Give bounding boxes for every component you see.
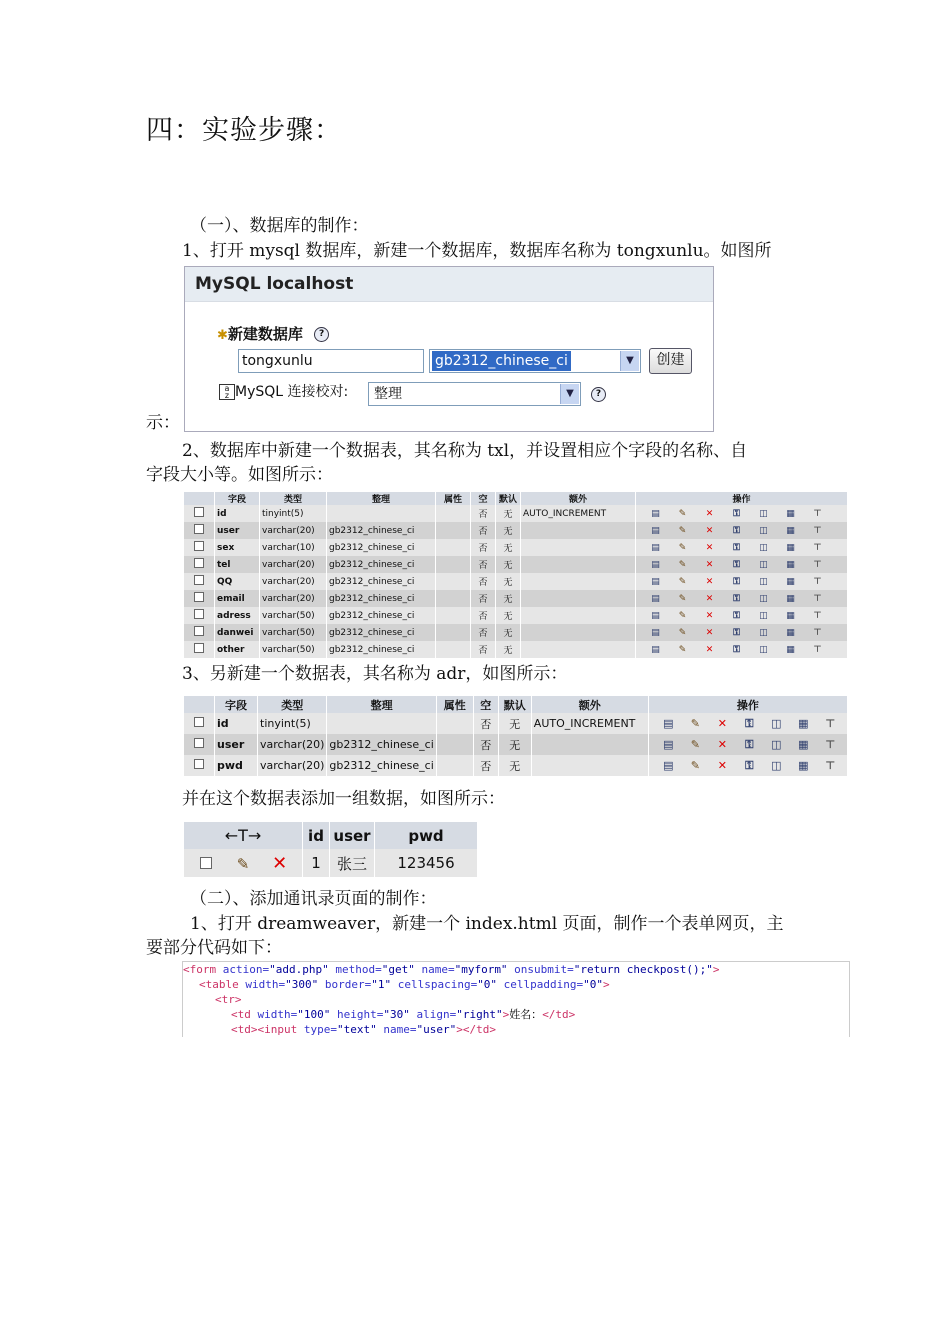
unique-index-icon[interactable]: ◫ — [759, 627, 768, 638]
fulltext-icon[interactable]: ⊤ — [813, 627, 822, 638]
collation-select[interactable] — [429, 349, 641, 373]
primary-key-icon[interactable]: ⚿ — [733, 610, 740, 621]
col-attr: 属性 — [436, 696, 473, 713]
row-actions — [636, 505, 848, 522]
browse-icon[interactable]: ▤ — [651, 508, 660, 519]
paragraph-step2-cont: 字段大小等。如图所示： — [146, 465, 333, 485]
delete-x-icon[interactable]: ✕ — [717, 716, 727, 730]
cell-type: varchar(20) — [260, 522, 327, 539]
cell-extra — [521, 590, 636, 607]
conn-collation-select[interactable] — [368, 382, 581, 406]
primary-key-icon[interactable]: ⚿ — [733, 525, 740, 536]
col-collation: 整理 — [327, 696, 436, 713]
browse-icon[interactable]: ▤ — [651, 627, 660, 638]
cell-attr — [436, 522, 471, 539]
create-button[interactable]: 创建 — [649, 348, 692, 374]
cell-default: 无 — [496, 641, 521, 658]
table-row — [184, 573, 848, 590]
row-checkbox[interactable] — [194, 609, 204, 619]
fulltext-icon[interactable]: ⊤ — [813, 576, 822, 587]
cell-null: 否 — [471, 590, 496, 607]
col-attr: 属性 — [436, 492, 471, 505]
mysql-create-db-panel — [184, 266, 714, 432]
col-field: 字段 — [215, 492, 260, 505]
cell-default: 无 — [496, 573, 521, 590]
cell-type: varchar(50) — [260, 624, 327, 641]
new-db-icon: ✱ — [217, 328, 228, 343]
cell-default: 无 — [496, 556, 521, 573]
cell-field: other — [215, 641, 260, 658]
unique-index-icon[interactable]: ◫ — [759, 525, 768, 536]
row-checkbox-cell[interactable] — [184, 590, 215, 607]
row-actions — [636, 556, 848, 573]
browse-icon[interactable]: ▤ — [663, 737, 674, 751]
fulltext-icon[interactable]: ⊤ — [813, 593, 822, 604]
cell-field: user — [215, 522, 260, 539]
row-actions — [636, 573, 848, 590]
row-checkbox-cell[interactable] — [184, 539, 215, 556]
col-null: 空 — [473, 696, 498, 713]
cell-pwd: 123456 — [375, 849, 478, 877]
cell-attr — [436, 713, 473, 734]
table-row — [184, 556, 848, 573]
cell-default: 无 — [496, 624, 521, 641]
edit-pencil-icon[interactable]: ✎ — [690, 737, 700, 751]
cell-field: id — [215, 713, 258, 734]
primary-key-icon[interactable]: ⚿ — [733, 559, 740, 570]
table-row — [184, 755, 848, 776]
unique-index-icon[interactable]: ◫ — [771, 737, 782, 751]
row-checkbox-cell[interactable] — [184, 641, 215, 658]
cell-attr — [436, 590, 471, 607]
cell-default: 无 — [498, 713, 531, 734]
table-row — [184, 734, 848, 755]
help-icon[interactable]: ? — [591, 387, 606, 402]
code-line-4: <td width="100" height="30" align="right">姓名：</td> — [231, 1008, 576, 1021]
col-pwd[interactable]: pwd — [375, 822, 478, 849]
index-icon[interactable]: ▦ — [786, 542, 795, 553]
new-db-label: 新建数据库 — [227, 325, 303, 343]
index-icon[interactable]: ▦ — [786, 525, 795, 536]
cell-attr — [436, 641, 471, 658]
cell-null: 否 — [471, 556, 496, 573]
cell-collation: gb2312_chinese_ci — [327, 522, 436, 539]
unique-index-icon[interactable]: ◫ — [771, 716, 782, 730]
row-checkbox[interactable] — [194, 626, 204, 636]
edit-pencil-icon[interactable]: ✎ — [678, 627, 687, 638]
cell-extra: AUTO_INCREMENT — [521, 505, 636, 522]
chevron-down-icon[interactable]: ▼ — [620, 351, 639, 371]
cell-collation: gb2312_chinese_ci — [327, 590, 436, 607]
conn-collation-label: MySQL 连接校对: — [235, 384, 349, 400]
unique-index-icon[interactable]: ◫ — [759, 610, 768, 621]
cell-default: 无 — [496, 505, 521, 522]
row-checkbox[interactable] — [194, 759, 204, 769]
paragraph-step4: 并在这个数据表添加一组数据，如图所示： — [182, 789, 505, 809]
delete-x-icon[interactable]: ✕ — [705, 542, 714, 553]
txl-structure-table — [184, 492, 848, 658]
cell-extra — [521, 624, 636, 641]
col-check — [184, 696, 215, 713]
cell-extra — [521, 607, 636, 624]
index-icon[interactable]: ▦ — [786, 644, 795, 655]
row-actions — [636, 641, 848, 658]
cell-null: 否 — [471, 641, 496, 658]
table-row — [184, 713, 848, 734]
unique-index-icon[interactable]: ◫ — [759, 559, 768, 570]
col-actions: 操作 — [636, 492, 848, 505]
index-icon[interactable]: ▦ — [786, 593, 795, 604]
index-icon[interactable]: ▦ — [786, 576, 795, 587]
table-row — [184, 641, 848, 658]
cell-collation: gb2312_chinese_ci — [327, 539, 436, 556]
cell-extra — [531, 755, 648, 776]
cell-attr — [436, 607, 471, 624]
row-checkbox-cell[interactable] — [184, 755, 215, 776]
cell-field: QQ — [215, 573, 260, 590]
code-line-5: <td><input type="text" name="user"></td> — [231, 1023, 496, 1036]
row-checkbox[interactable] — [194, 524, 204, 534]
cell-collation: gb2312_chinese_ci — [327, 573, 436, 590]
cell-field: adress — [215, 607, 260, 624]
cell-collation — [327, 713, 436, 734]
index-icon[interactable]: ▦ — [786, 559, 795, 570]
cell-field: tel — [215, 556, 260, 573]
fulltext-icon[interactable]: ⊤ — [825, 758, 836, 772]
index-icon[interactable]: ▦ — [798, 758, 809, 772]
table-row — [184, 505, 848, 522]
cell-collation: gb2312_chinese_ci — [327, 755, 436, 776]
cell-id: 1 — [303, 849, 330, 877]
new-db-label-row — [217, 323, 329, 344]
row-checkbox[interactable] — [194, 643, 204, 653]
cell-user: 张三 — [330, 849, 375, 877]
row-checkbox-cell[interactable] — [184, 713, 215, 734]
primary-key-icon[interactable]: ⚿ — [733, 593, 740, 604]
row-actions — [648, 755, 847, 776]
cell-attr — [436, 755, 473, 776]
cell-type: varchar(20) — [258, 755, 327, 776]
cell-default: 无 — [496, 539, 521, 556]
cell-field: sex — [215, 539, 260, 556]
table-row — [184, 624, 848, 641]
fulltext-icon[interactable]: ⊤ — [813, 525, 822, 536]
cell-attr — [436, 624, 471, 641]
delete-x-icon[interactable]: ✕ — [705, 610, 714, 621]
cell-attr — [436, 734, 473, 755]
browse-icon[interactable]: ▤ — [663, 716, 674, 730]
row-checkbox-cell[interactable] — [184, 556, 215, 573]
cell-type: varchar(50) — [260, 641, 327, 658]
cell-extra — [521, 539, 636, 556]
unique-index-icon[interactable]: ◫ — [759, 508, 768, 519]
column-arrows[interactable]: ←T→ — [184, 822, 303, 849]
row-checkbox[interactable] — [200, 857, 212, 869]
browse-icon[interactable]: ▤ — [651, 644, 660, 655]
fulltext-icon[interactable]: ⊤ — [813, 559, 822, 570]
delete-x-icon[interactable]: ✕ — [705, 559, 714, 570]
cell-default: 无 — [496, 522, 521, 539]
browse-icon[interactable]: ▤ — [651, 593, 660, 604]
cell-extra — [521, 573, 636, 590]
table-row — [184, 539, 848, 556]
cell-null: 否 — [471, 607, 496, 624]
edit-pencil-icon[interactable]: ✎ — [678, 542, 687, 553]
fulltext-icon[interactable]: ⊤ — [813, 610, 822, 621]
paragraph-step1-cont: 示： — [146, 413, 180, 433]
cell-attr — [436, 573, 471, 590]
primary-key-icon[interactable]: ⚿ — [745, 737, 754, 751]
browse-icon[interactable]: ▤ — [651, 559, 660, 570]
browse-icon[interactable]: ▤ — [663, 758, 674, 772]
fulltext-icon[interactable]: ⊤ — [825, 737, 836, 751]
db-name-input[interactable]: tongxunlu — [238, 349, 424, 373]
row-actions — [184, 849, 303, 877]
cell-collation: gb2312_chinese_ci — [327, 556, 436, 573]
cell-collation: gb2312_chinese_ci — [327, 734, 436, 755]
edit-pencil-icon[interactable]: ✎ — [690, 758, 700, 772]
row-checkbox[interactable] — [194, 541, 204, 551]
edit-pencil-icon[interactable]: ✎ — [678, 576, 687, 587]
col-collation: 整理 — [327, 492, 436, 505]
table-row — [184, 590, 848, 607]
delete-x-icon[interactable]: ✕ — [705, 508, 714, 519]
delete-x-icon[interactable]: ✕ — [705, 525, 714, 536]
adr-structure-table — [184, 696, 848, 776]
fulltext-icon[interactable]: ⊤ — [813, 644, 822, 655]
row-actions — [648, 734, 847, 755]
row-checkbox-cell[interactable] — [184, 505, 215, 522]
cell-type: varchar(20) — [260, 590, 327, 607]
cell-type: varchar(20) — [260, 556, 327, 573]
cell-null: 否 — [473, 755, 498, 776]
primary-key-icon[interactable]: ⚿ — [733, 508, 740, 519]
cell-field: email — [215, 590, 260, 607]
cell-type: varchar(20) — [260, 573, 327, 590]
cell-collation: gb2312_chinese_ci — [327, 607, 436, 624]
delete-x-icon[interactable]: ✕ — [705, 627, 714, 638]
row-checkbox-cell[interactable] — [184, 573, 215, 590]
paragraph-step1: 1、打开 mysql 数据库，新建一个数据库，数据库名称为 tongxunlu。如图所 — [182, 241, 772, 261]
cell-type: varchar(10) — [260, 539, 327, 556]
row-checkbox-cell[interactable] — [184, 734, 215, 755]
index-icon[interactable]: ▦ — [798, 716, 809, 730]
cell-field: danwei — [215, 624, 260, 641]
cell-collation: gb2312_chinese_ci — [327, 641, 436, 658]
col-actions: 操作 — [648, 696, 847, 713]
unique-index-icon[interactable]: ◫ — [759, 593, 768, 604]
delete-x-icon[interactable]: ✕ — [705, 644, 714, 655]
row-checkbox[interactable] — [194, 507, 204, 517]
cell-type: varchar(20) — [258, 734, 327, 755]
index-icon[interactable]: ▦ — [786, 610, 795, 621]
row-checkbox-cell[interactable] — [184, 607, 215, 624]
cell-extra: AUTO_INCREMENT — [531, 713, 648, 734]
col-extra: 额外 — [531, 696, 648, 713]
row-checkbox[interactable] — [194, 558, 204, 568]
primary-key-icon[interactable]: ⚿ — [733, 576, 740, 587]
col-default: 默认 — [496, 492, 521, 505]
edit-pencil-icon[interactable]: ✎ — [678, 610, 687, 621]
cell-type: tinyint(5) — [258, 713, 327, 734]
cell-extra — [531, 734, 648, 755]
cell-field: pwd — [215, 755, 258, 776]
row-actions — [648, 713, 847, 734]
subsection-title-1: （一）、数据库的制作： — [190, 216, 369, 236]
cell-attr — [436, 505, 471, 522]
cell-null: 否 — [471, 624, 496, 641]
col-type: 类型 — [258, 696, 327, 713]
cell-default: 无 — [498, 755, 531, 776]
cell-default: 无 — [496, 607, 521, 624]
delete-x-icon[interactable]: ✕ — [705, 576, 714, 587]
paragraph-step5: 1、打开 dreamweaver，新建一个 index.html 页面，制作一个表单网页，主 — [190, 914, 784, 934]
delete-x-icon[interactable]: ✕ — [705, 593, 714, 604]
cell-extra — [521, 522, 636, 539]
col-type: 类型 — [260, 492, 327, 505]
primary-key-icon[interactable]: ⚿ — [745, 716, 754, 730]
code-line-3: <tr> — [215, 993, 242, 1006]
cell-null: 否 — [471, 505, 496, 522]
row-actions — [636, 590, 848, 607]
edit-pencil-icon[interactable]: ✎ — [678, 559, 687, 570]
index-icon[interactable]: ▦ — [786, 508, 795, 519]
row-actions — [636, 522, 848, 539]
unique-index-icon[interactable]: ◫ — [759, 576, 768, 587]
fulltext-icon[interactable]: ⊤ — [813, 542, 822, 553]
row-checkbox-cell[interactable] — [184, 522, 215, 539]
code-snippet — [182, 961, 850, 1037]
cell-null: 否 — [471, 522, 496, 539]
mysql-panel-header: MySQL localhost — [185, 267, 713, 302]
row-checkbox[interactable] — [194, 592, 204, 602]
index-icon[interactable]: ▦ — [798, 737, 809, 751]
cell-field: id — [215, 505, 260, 522]
fulltext-icon[interactable]: ⊤ — [813, 508, 822, 519]
unique-index-icon[interactable]: ◫ — [759, 644, 768, 655]
subsection-title-2: （二）、添加通讯录页面的制作： — [190, 889, 437, 909]
row-actions — [636, 624, 848, 641]
browse-icon[interactable]: ▤ — [651, 610, 660, 621]
cell-default: 无 — [498, 734, 531, 755]
col-user[interactable]: user — [330, 822, 375, 849]
col-default: 默认 — [498, 696, 531, 713]
browse-icon[interactable]: ▤ — [651, 542, 660, 553]
conn-collation-row — [219, 380, 348, 404]
cell-extra — [521, 556, 636, 573]
chevron-down-icon[interactable]: ▼ — [560, 384, 579, 404]
cell-type: varchar(50) — [260, 607, 327, 624]
cell-null: 否 — [473, 734, 498, 755]
cell-type: tinyint(5) — [260, 505, 327, 522]
col-null: 空 — [471, 492, 496, 505]
row-checkbox[interactable] — [194, 717, 204, 727]
code-line-2: <table width="300" border="1" cellspacing="0" cellpadding="0"> — [199, 978, 610, 991]
conn-collation-value: 整理 — [374, 386, 402, 402]
primary-key-icon[interactable]: ⚿ — [733, 644, 740, 655]
delete-x-icon[interactable]: ✕ — [717, 737, 727, 751]
cell-default: 无 — [496, 590, 521, 607]
cell-null: 否 — [473, 713, 498, 734]
index-icon[interactable]: ▦ — [786, 627, 795, 638]
row-checkbox[interactable] — [194, 575, 204, 585]
edit-pencil-icon[interactable]: ✎ — [236, 854, 250, 873]
cell-extra — [521, 641, 636, 658]
table-row — [184, 522, 848, 539]
primary-key-icon[interactable]: ⚿ — [733, 542, 740, 553]
col-check — [184, 492, 215, 505]
primary-key-icon[interactable]: ⚿ — [733, 627, 740, 638]
section-heading: 四：实验步骤： — [146, 115, 342, 146]
browse-icon[interactable]: ▤ — [651, 576, 660, 587]
row-checkbox-cell[interactable] — [184, 624, 215, 641]
cell-null: 否 — [471, 539, 496, 556]
edit-pencil-icon[interactable]: ✎ — [678, 644, 687, 655]
col-field: 字段 — [215, 696, 258, 713]
code-line-1: <form action="add.php" method="get" name="myform" onsubmit="return checkpost();"> — [183, 963, 720, 976]
unique-index-icon[interactable]: ◫ — [771, 758, 782, 772]
cell-field: user — [215, 734, 258, 755]
paragraph-step2: 2、数据库中新建一个数据表，其名称为 txl，并设置相应个字段的名称、自 — [182, 441, 748, 461]
delete-x-icon[interactable]: ✕ — [717, 758, 727, 772]
paragraph-step5-cont: 要部分代码如下： — [146, 938, 282, 958]
conn-collation-icon: a z — [219, 384, 235, 400]
cell-attr — [436, 556, 471, 573]
edit-pencil-icon[interactable]: ✎ — [690, 716, 700, 730]
table-row — [184, 607, 848, 624]
help-icon[interactable]: ? — [314, 327, 329, 342]
cell-collation — [327, 505, 436, 522]
row-actions — [636, 539, 848, 556]
browse-icon[interactable]: ▤ — [651, 525, 660, 536]
unique-index-icon[interactable]: ◫ — [759, 542, 768, 553]
delete-x-icon[interactable]: ✕ — [272, 852, 288, 874]
edit-pencil-icon[interactable]: ✎ — [678, 593, 687, 604]
adr-data-table — [184, 822, 478, 877]
cell-null: 否 — [471, 573, 496, 590]
col-extra: 额外 — [521, 492, 636, 505]
edit-pencil-icon[interactable]: ✎ — [678, 508, 687, 519]
paragraph-step3: 3、另新建一个数据表，其名称为 adr，如图所示： — [182, 664, 568, 684]
collation-selected-value: gb2312_chinese_ci — [432, 351, 571, 371]
primary-key-icon[interactable]: ⚿ — [745, 758, 754, 772]
cell-collation: gb2312_chinese_ci — [327, 624, 436, 641]
row-checkbox[interactable] — [194, 738, 204, 748]
row-actions — [636, 607, 848, 624]
fulltext-icon[interactable]: ⊤ — [825, 716, 836, 730]
col-id[interactable]: id — [303, 822, 330, 849]
edit-pencil-icon[interactable]: ✎ — [678, 525, 687, 536]
cell-attr — [436, 539, 471, 556]
